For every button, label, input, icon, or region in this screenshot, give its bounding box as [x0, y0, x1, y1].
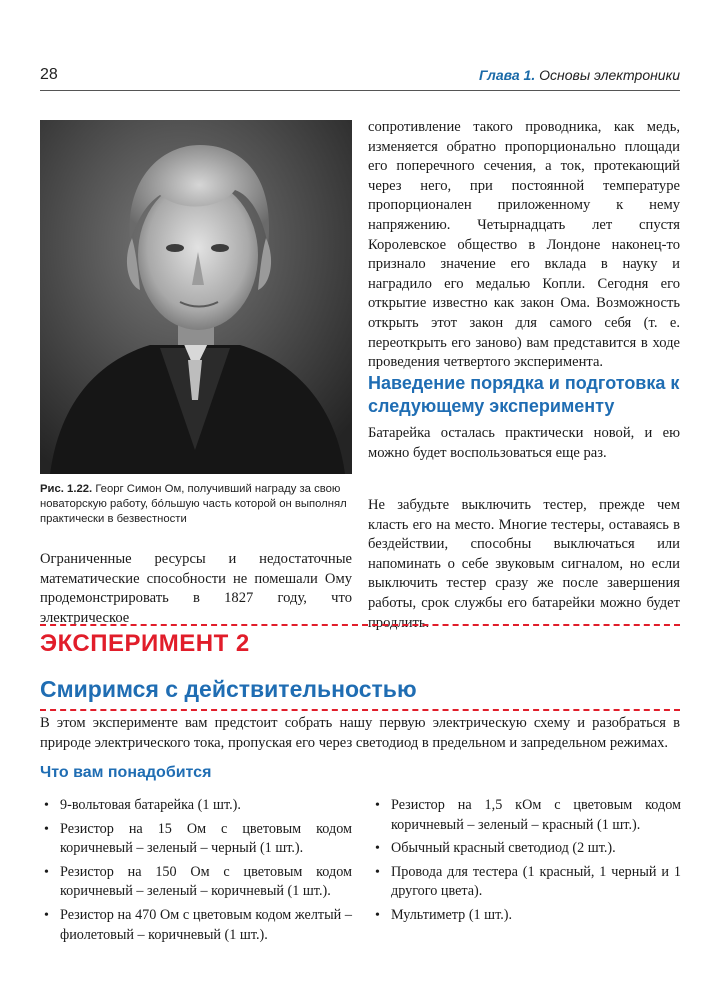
caption-label: Рис. 1.22.: [40, 483, 93, 495]
caption-text: Георг Симон Ом, получивший награду за свою новаторскую работу, бо́льшую часть которой он выполнял практически в безвестности: [40, 483, 347, 525]
list-item: • Резистор на 15 Ом с цветовым кодом коричневый – зеленый – черный (1 шт.).: [40, 820, 352, 859]
running-header: [479, 67, 680, 83]
section-heading: Наведение порядка и подготовка к следующему эксперименту: [368, 373, 680, 416]
figure-caption: [40, 482, 352, 527]
dashed-divider-top: [40, 624, 680, 626]
experiment-intro: В этом эксперименте вам предстоит собрать нашу первую электрическую схему и разобраться в природе электрического тока, пропуская его через светодиод в предельном и запредельном режимах.: [40, 715, 680, 751]
right-paragraph-3: Не забудьте выключить тестер, прежде чем класть его на место. Многие тестеры, оставаясь в бездействии, способны выключаться или напоминать о себе звуковым сигналом, но если выключить тестер сразу же после завершения работы, срок службы его батарейки можно будет продлить.: [368, 497, 680, 631]
portrait-image: [40, 120, 352, 474]
right-paragraph-2: Батарейка осталась практически новой, и ею можно будет воспользоваться еще раз.: [368, 425, 680, 461]
list-item: • Провода для тестера (1 красный, 1 черный и 1 другого цвета).: [371, 863, 681, 902]
requirements-list-left: [40, 796, 352, 949]
list-item: • 9-вольтовая батарейка (1 шт.).: [40, 796, 352, 816]
list-item: • Мультиметр (1 шт.).: [371, 906, 681, 926]
list-item: • Обычный красный светодиод (2 шт.).: [371, 839, 681, 859]
chapter-title: Основы электроники: [539, 67, 680, 83]
page-number: 28: [40, 66, 58, 83]
right-paragraph-1: сопротивление такого проводника, как медь, изменяется обратно пропорционально площади его поперечного сечения, а ток, протекающий через него, при постоянной температуре пропорционален приложенному к нему напряжению. Четырнадцать лет спустя Королевское общество в Лондоне наконец-то признало значение его вклада в науку и наградило его медалью Копли. Сегодня его открытие известно как закон Ома. Возможность открыть этот закон для самого себя (т. е. переоткрыть его заново) вам представится в ходе проведения четвертого эксперимента.: [368, 119, 680, 371]
portrait-figure: [40, 120, 352, 474]
list-item: • Резистор на 150 Ом с цветовым кодом коричневый – зеленый – коричневый (1 шт.).: [40, 863, 352, 902]
list-item: • Резистор на 1,5 кОм с цветовым кодом коричневый – зеленый – красный (1 шт.).: [371, 796, 681, 835]
chapter-label: Глава 1.: [479, 67, 536, 83]
experiment-subtitle: Смиримся с действительностью: [40, 676, 417, 702]
left-paragraph: Ограниченные ресурсы и недостаточные математические способности не помешали Ому продемонстрировать в 1827 году, что электрическое: [40, 551, 352, 626]
header-divider: [40, 90, 680, 91]
dashed-divider-bottom: [40, 709, 680, 711]
experiment-title: ЭКСПЕРИМЕНТ 2: [40, 630, 250, 657]
requirements-list-right: [371, 796, 681, 930]
list-item: • Резистор на 470 Ом с цветовым кодом желтый – фиолетовый – коричневый (1 шт.).: [40, 906, 352, 945]
requirements-heading: Что вам понадобится: [40, 764, 212, 781]
